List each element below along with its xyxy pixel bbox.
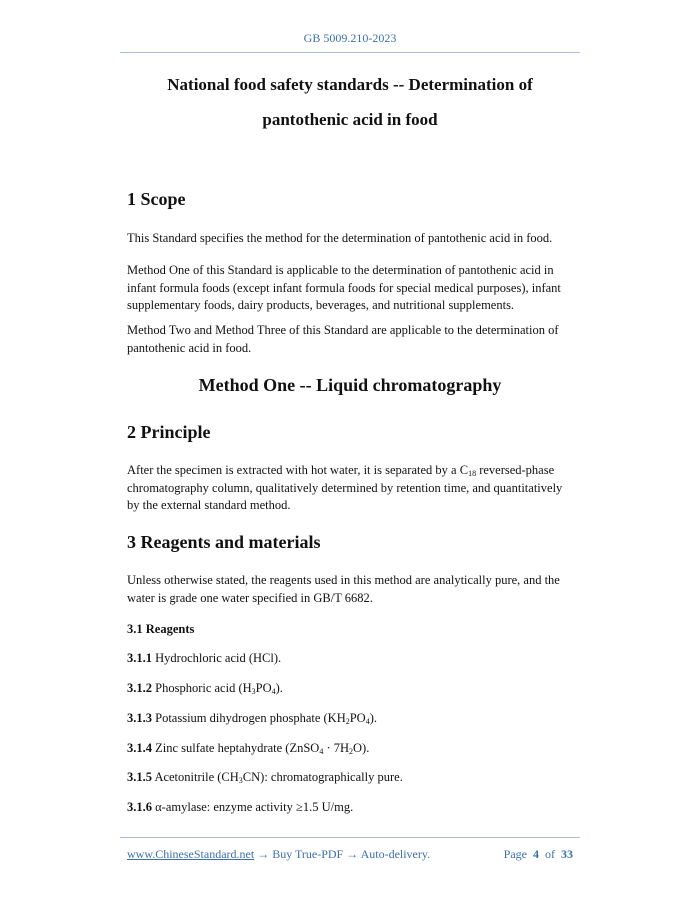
footer-delivery-text: → Buy True-PDF → Auto-delivery. bbox=[254, 847, 431, 861]
method-one-heading: Method One -- Liquid chromatography bbox=[198, 375, 502, 395]
principle-paragraph: After the specimen is extracted with hot water, it is separated by a $C_{18}$ reversed-phase chromatography column, qualitatively determined by retention time, and quantitatively by the external standard method. bbox=[127, 463, 563, 512]
reagents-subheading: 3.1 Reagents bbox=[127, 622, 195, 636]
reagent-item: 3.1.4 Zinc sulfate heptahydrate (ZnSO$_4$ · $7H_2O$). bbox=[127, 741, 370, 756]
scope-paragraph-1: This Standard specifies the method for the determination of pantothenic acid in food. bbox=[127, 231, 553, 245]
page-indicator: Page 4 of 33 bbox=[503, 847, 573, 861]
chinese-standard-link[interactable]: www.ChineseStandard.net bbox=[127, 847, 255, 861]
section-heading-principle: 2 Principle bbox=[127, 422, 211, 442]
reagent-item: 3.1.3 Potassium dihydrogen phosphate $(KH_2PO_4)$. bbox=[127, 711, 378, 726]
document-title-line-1: National food safety standards -- Determination of bbox=[167, 75, 533, 94]
header-rule bbox=[120, 52, 580, 53]
reagents-intro-paragraph: Unless otherwise stated, the reagents used in this method are analytically pure, and the water is grade one water specified in GB/T 6682. bbox=[127, 573, 560, 605]
document-title-line-2: pantothenic acid in food bbox=[262, 110, 438, 129]
reagent-item: 3.1.2 Phosphoric acid $(H_3PO_4)$. bbox=[127, 681, 283, 696]
reagent-item: 3.1.6 α-amylase: enzyme activity ≥1.5 U/mg. bbox=[127, 800, 354, 814]
footer bbox=[127, 847, 573, 862]
scope-paragraph-3: Method Two and Method Three of this Standard are applicable to the determination of pantothenic acid in food. bbox=[127, 323, 559, 355]
section-heading-reagents: 3 Reagents and materials bbox=[127, 532, 321, 552]
header-standard-code: GB 5009.210-2023 bbox=[303, 31, 397, 45]
scope-paragraph-2: Method One of this Standard is applicable to the determination of pantothenic acid in infant formula foods (except infant formula foods for special medical purposes), infant supplementary foods, dairy products, beverages, and nutritional supplements. bbox=[127, 263, 561, 312]
reagent-item: 3.1.1 Hydrochloric acid (HCl). bbox=[127, 651, 282, 665]
section-heading-scope: 1 Scope bbox=[127, 189, 186, 209]
reagent-item: 3.1.5 Acetonitrile $(CH_3CN)$: chromatographically pure. bbox=[127, 770, 403, 785]
footer-rule bbox=[120, 837, 580, 838]
